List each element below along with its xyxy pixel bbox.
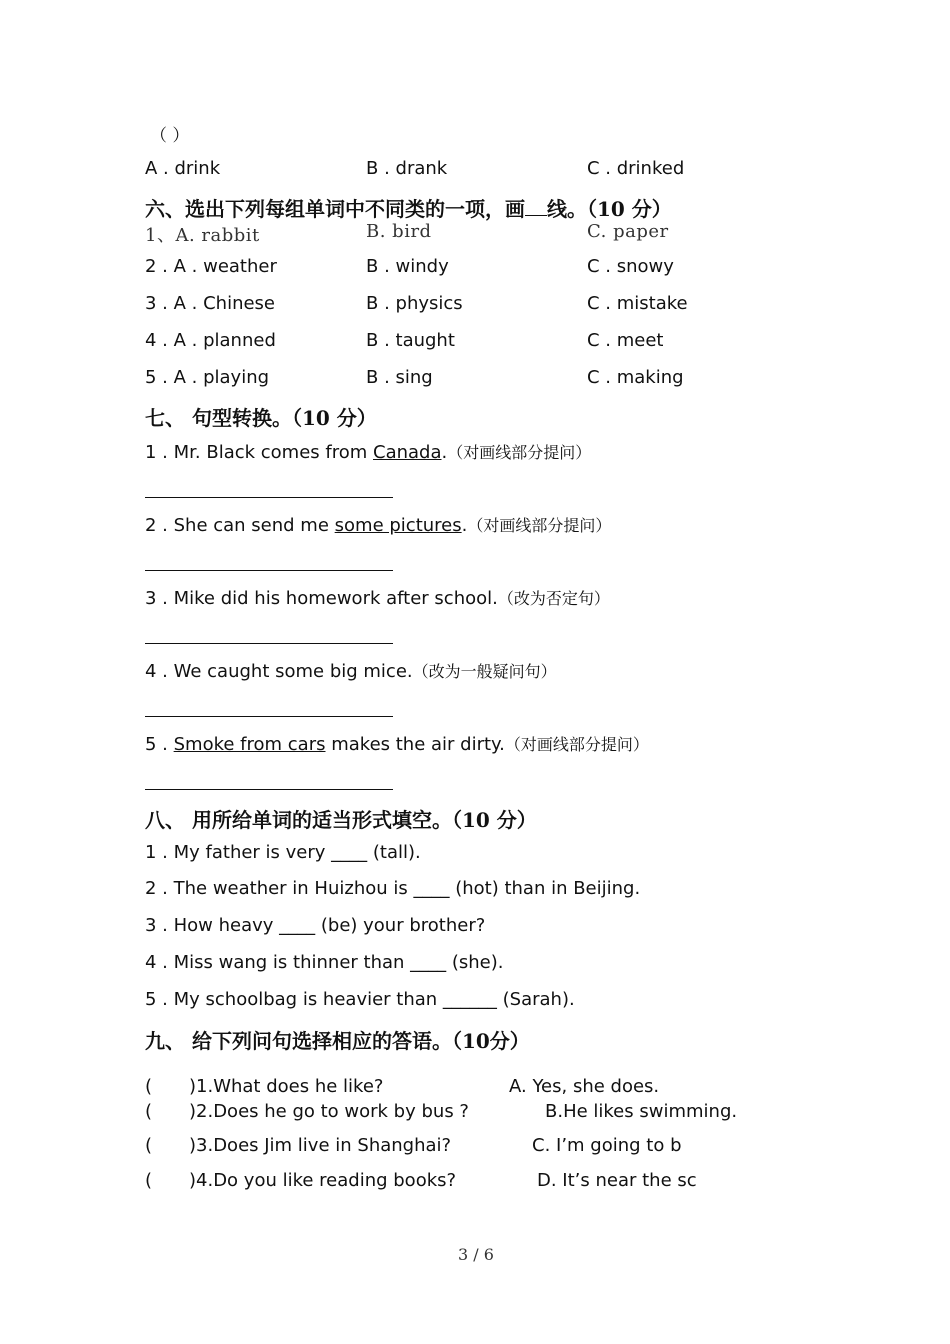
s9-answer-d: D. It’s near the sc — [537, 1170, 697, 1191]
s9-paren: ( — [145, 1101, 153, 1122]
section-6-title-part1: 六、选出下列每组单词中不同类的一项，画 — [145, 197, 525, 221]
option-b: B . drank — [366, 158, 448, 179]
s9-question-1: )1.What does he like? — [189, 1076, 384, 1097]
s7-text: 5 . — [145, 734, 174, 755]
s6-row5-b: B . sing — [366, 367, 433, 388]
option-c: C . drinked — [587, 158, 685, 179]
s6-row3-c: C . mistake — [587, 293, 688, 314]
s7-item-2 — [145, 513, 611, 536]
s7-text: 4 . We caught some big mice. — [145, 661, 413, 682]
s7-text: . — [461, 515, 468, 536]
answer-line[interactable] — [145, 643, 393, 644]
s8-item-5: 5 . My schoolbag is heavier than ______ (Sarah). — [145, 989, 575, 1010]
s7-text: . — [441, 442, 448, 463]
s9-question-4: )4.Do you like reading books? — [189, 1170, 457, 1191]
s7-instruction: （对画线部分提问） — [447, 443, 592, 462]
s9-answer-b: B.He likes swimming. — [545, 1101, 738, 1122]
section-6-title — [145, 193, 672, 222]
answer-line[interactable] — [145, 716, 393, 717]
s7-underlined: some pictures — [334, 515, 462, 536]
s7-item-4 — [145, 659, 557, 682]
s6-row4-a: 4 . A . planned — [145, 330, 276, 351]
s8-item-3: 3 . How heavy ____ (be) your brother? — [145, 915, 486, 936]
s8-item-2: 2 . The weather in Huizhou is ____ (hot) than in Beijing. — [145, 878, 641, 899]
s7-instruction: （改为一般疑问句） — [412, 662, 557, 681]
s9-answer-a: A. Yes, she does. — [509, 1076, 660, 1097]
s7-item-5 — [145, 732, 649, 755]
answer-line[interactable] — [145, 570, 393, 571]
s9-paren: ( — [145, 1135, 153, 1156]
blank-underline — [525, 199, 547, 216]
s9-answer-c: C. I’m going to b — [532, 1135, 682, 1156]
s6-row3-b: B . physics — [366, 293, 463, 314]
s6-row3-a: 3 . A . Chinese — [145, 293, 276, 314]
s6-row2-c: C . snowy — [587, 256, 674, 277]
section-7-title: 七、 句型转换。（10 分） — [145, 406, 377, 430]
s7-item-1 — [145, 440, 591, 463]
s7-underlined: Smoke from cars — [173, 734, 326, 755]
answer-line[interactable] — [145, 789, 393, 790]
s6-row1-b: B. bird — [366, 221, 432, 242]
s6-row4-c: C . meet — [587, 330, 664, 351]
answer-line[interactable] — [145, 497, 393, 498]
s6-row5-a: 5 . A . playing — [145, 367, 270, 388]
section-9-title: 九、 给下列问句选择相应的答语。（10分） — [145, 1029, 530, 1053]
s9-paren: ( — [145, 1076, 153, 1097]
s6-row1-a: 1、A. rabbit — [145, 225, 260, 246]
s7-text: makes the air dirty. — [325, 734, 505, 755]
s7-text: 3 . Mike did his homework after school. — [145, 588, 498, 609]
s8-item-4: 4 . Miss wang is thinner than ____ (she). — [145, 952, 504, 973]
section-8-title: 八、 用所给单词的适当形式填空。（10 分） — [145, 808, 537, 832]
s7-item-3 — [145, 586, 610, 609]
s6-row4-b: B . taught — [366, 330, 455, 351]
option-a: A . drink — [145, 158, 221, 179]
s9-question-3: )3.Does Jim live in Shanghai? — [189, 1135, 452, 1156]
s6-row2-a: 2 . A . weather — [145, 256, 277, 277]
s6-row1-c: C. paper — [587, 221, 669, 242]
s6-row5-c: C . making — [587, 367, 684, 388]
s7-instruction: （改为否定句） — [497, 589, 610, 608]
s7-instruction: （对画线部分提问） — [467, 516, 612, 535]
s7-text: 2 . She can send me — [145, 515, 335, 536]
s9-question-2: )2.Does he go to work by bus ? — [189, 1101, 469, 1122]
section-6-title-part2: 线。（10 分） — [547, 197, 672, 221]
s7-instruction: （对画线部分提问） — [504, 735, 649, 754]
s6-row2-b: B . windy — [366, 256, 449, 277]
page-number: 3 / 6 — [458, 1245, 494, 1264]
s9-paren: ( — [145, 1170, 153, 1191]
s8-item-1: 1 . My father is very ____ (tall). — [145, 842, 421, 863]
s7-text: 1 . Mr. Black comes from — [145, 442, 373, 463]
answer-paren: （ ） — [150, 126, 190, 146]
s7-underlined: Canada — [373, 442, 442, 463]
